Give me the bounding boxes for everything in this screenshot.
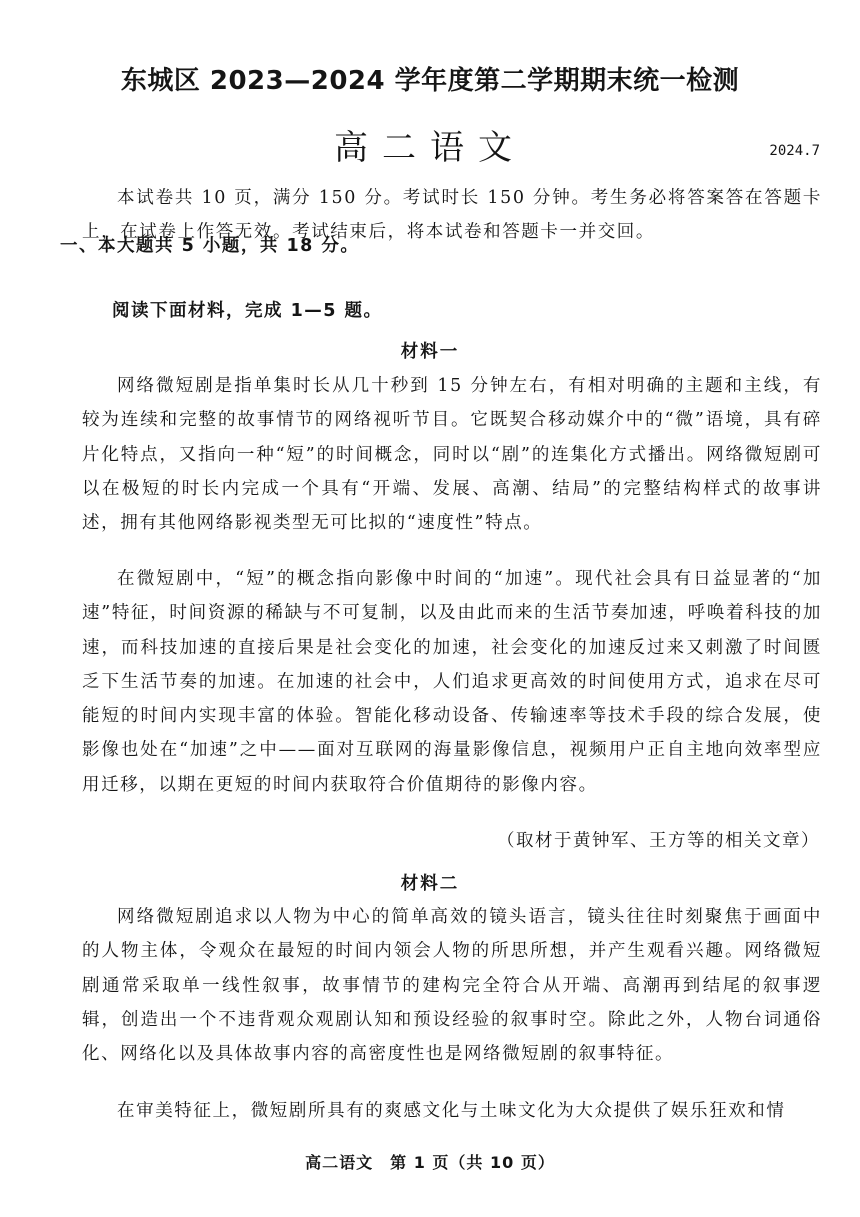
material-two-paragraph-2: 在审美特征上，微短剧所具有的爽感文化与土味文化为大众提供了娱乐狂欢和情 xyxy=(117,1101,786,1121)
exam-date: 2024.7 xyxy=(769,143,820,159)
page-footer: 高二语文 第 1 页（共 10 页） xyxy=(305,1153,555,1172)
material-two-heading: 材料二 xyxy=(400,874,460,894)
subject-title: 高二语文 xyxy=(334,128,526,168)
material-two-paragraph-1: 网络微短剧追求以人物为中心的简单高效的镜头语言，镜头往往时刻聚焦于画面中的人物主体，令观众在最短的时间内领会人物的所思所想，并产生观看兴趣。网络微短剧通常采取单一线性叙事，故事情节的建构完全符合从开端、高潮再到结尾的叙事逻辑，创造出一个不违背观众观剧认知和预设经验的叙事时空。除此之外，人物台词通俗化、网络化以及具体故事内容的高密度性也是网络微短剧的叙事特征。 xyxy=(82,907,822,1065)
exam-instructions: 本试卷共 10 页，满分 150 分。考试时长 150 分钟。考生务必将答案答在答题卡上，在试卷上作答无效。考试结束后，将本试卷和答题卡一并交回。 xyxy=(82,188,822,243)
material-one-heading: 材料一 xyxy=(400,342,460,362)
exam-title: 东城区 2023—2024 学年度第二学期期末统一检测 xyxy=(120,66,740,96)
material-one-paragraph-2: 在微短剧中，“短”的概念指向影像中时间的“加速”。现代社会具有日益显著的“加速”特征，时间资源的稀缺与不可复制，以及由此而来的生活节奏加速，呼唤着科技的加速，而科技加速的直接后果是社会变化的加速，社会变化的加速反过来又刺激了时间匮乏下生活节奏的加速。在加速的社会中，人们追求更高效的时间使用方式，追求在尽可能短的时间内实现丰富的体验。智能化移动设备、传输速率等技术手段的综合发展，使影像也处在“加速”之中——面对互联网的海量影像信息，视频用户正自主地向效率型应用迁移，以期在更短的时间内获取符合价值期待的影像内容。 xyxy=(82,569,822,795)
material-one-paragraph-1: 网络微短剧是指单集时长从几十秒到 15 分钟左右，有相对明确的主题和主线，有较为连续和完整的故事情节的网络视听节目。它既契合移动媒介中的“微”语境，具有碎片化特点，又指向一种“短”的时间概念，同时以“剧”的连集化方式播出。网络微短剧可以在极短的时长内完成一个具有“开端、发展、高潮、结局”的完整结构样式的故事讲述，拥有其他网络影视类型无可比拟的“速度性”特点。 xyxy=(82,376,822,534)
reading-task: 阅读下面材料，完成 1—5 题。 xyxy=(112,301,383,321)
material-one-source: （取材于黄钟军、王方等的相关文章） xyxy=(497,831,820,851)
section-title: 一、本大题共 5 小题，共 18 分。 xyxy=(60,236,360,256)
